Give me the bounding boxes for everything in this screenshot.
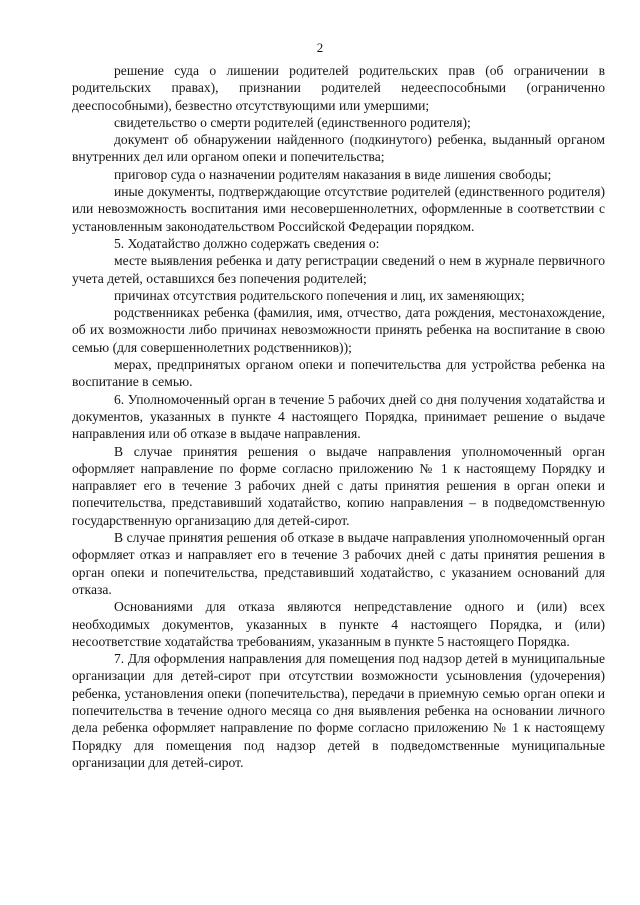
paragraph-place-of-detection: месте выявления ребенка и дату регистрации сведений о нем в журнале первичного учета детей, оставшихся без попечения родителей; — [72, 253, 605, 286]
paragraph-court-decision: решение суда о лишении родителей родительских прав (об ограничении в родительских правах), признании родителей недееспособными (ограниченно дееспособными), безвестно отсутствующими или умершими; — [72, 63, 605, 113]
paragraph-refusal-grounds: Основаниями для отказа являются непредставление одного и (или) всех необходимых документов, указанных в пункте 4 настоящего Порядка, и (или) несоответствие ходатайства требованиям, указанным в пункте 5 настоящего Порядка. — [72, 599, 605, 649]
page-number: 2 — [316, 40, 324, 55]
paragraph-section-6: 6. Уполномоченный орган в течение 5 рабочих дней со дня получения ходатайства и документов, указанных в пункте 4 настоящего Порядка, принимает решение о выдаче направления или об отказе в выдаче направления. — [72, 391, 605, 442]
paragraph-reasons-absence: причинах отсутствия родительского попечения и лиц, их заменяющих; — [114, 287, 525, 303]
paragraph-section-5: 5. Ходатайство должно содержать сведения о: — [114, 235, 380, 251]
paragraph-death-certificate: свидетельство о смерти родителей (единственного родителя); — [114, 114, 471, 130]
document-body — [72, 62, 605, 771]
paragraph-measures-taken: мерах, предпринятых органом опеки и попечительства для устройства ребенка на воспитание в семью. — [72, 357, 605, 390]
paragraph-other-documents: иные документы, подтверждающие отсутствие родителей (единственного родителя) или невозможность воспитания ими несовершеннолетних, оформленные в соответствии с установленным законодательством Российской Федерации порядком. — [72, 184, 605, 234]
paragraph-court-sentence: приговор суда о назначении родителям наказания в виде лишения свободы; — [114, 166, 552, 182]
paragraph-section-7: 7. Для оформления направления для помещения под надзор детей в муниципальные организации для детей-сирот при отсутствии возможности усыновления (удочерения) ребенка, установления опеки (попечительства), передачи в приемную семью орган опеки и попечительства в течение одного месяца со дня выявления ребенка на основании личного дела ребенка оформляет направление по форме согласно приложению № 1 к настоящему Порядку для помещения под надзор детей в подведомственные муниципальные организации для детей-сирот. — [72, 651, 605, 770]
paragraph-issue-decision: В случае принятия решения о выдаче направления уполномоченный орган оформляет направление по форме согласно приложению № 1 к настоящему Порядку и направляет его в течение 3 рабочих дней с даты принятия решения в орган опеки и попечительства, представивший ходатайство, копию направления – в подведомственную государственную организацию для детей-сирот. — [72, 443, 605, 528]
paragraph-relatives: родственниках ребенка (фамилия, имя, отчество, дата рождения, местонахождение, об их возможности либо причинах невозможности принять ребенка на воспитание в свою семью (для совершеннолетних родственников)); — [72, 305, 605, 355]
paragraph-found-child-document: документ об обнаружении найденного (подкинутого) ребенка, выданный органом внутренних дел или органом опеки и попечительства; — [72, 132, 605, 165]
paragraph-refusal-decision: В случае принятия решения об отказе в выдаче направления уполномоченный орган оформляет отказ и направляет его в течение 3 рабочих дней с даты принятия решения в орган опеки и попечительства, представивший ходатайство, с указанием оснований для отказа. — [72, 530, 605, 597]
